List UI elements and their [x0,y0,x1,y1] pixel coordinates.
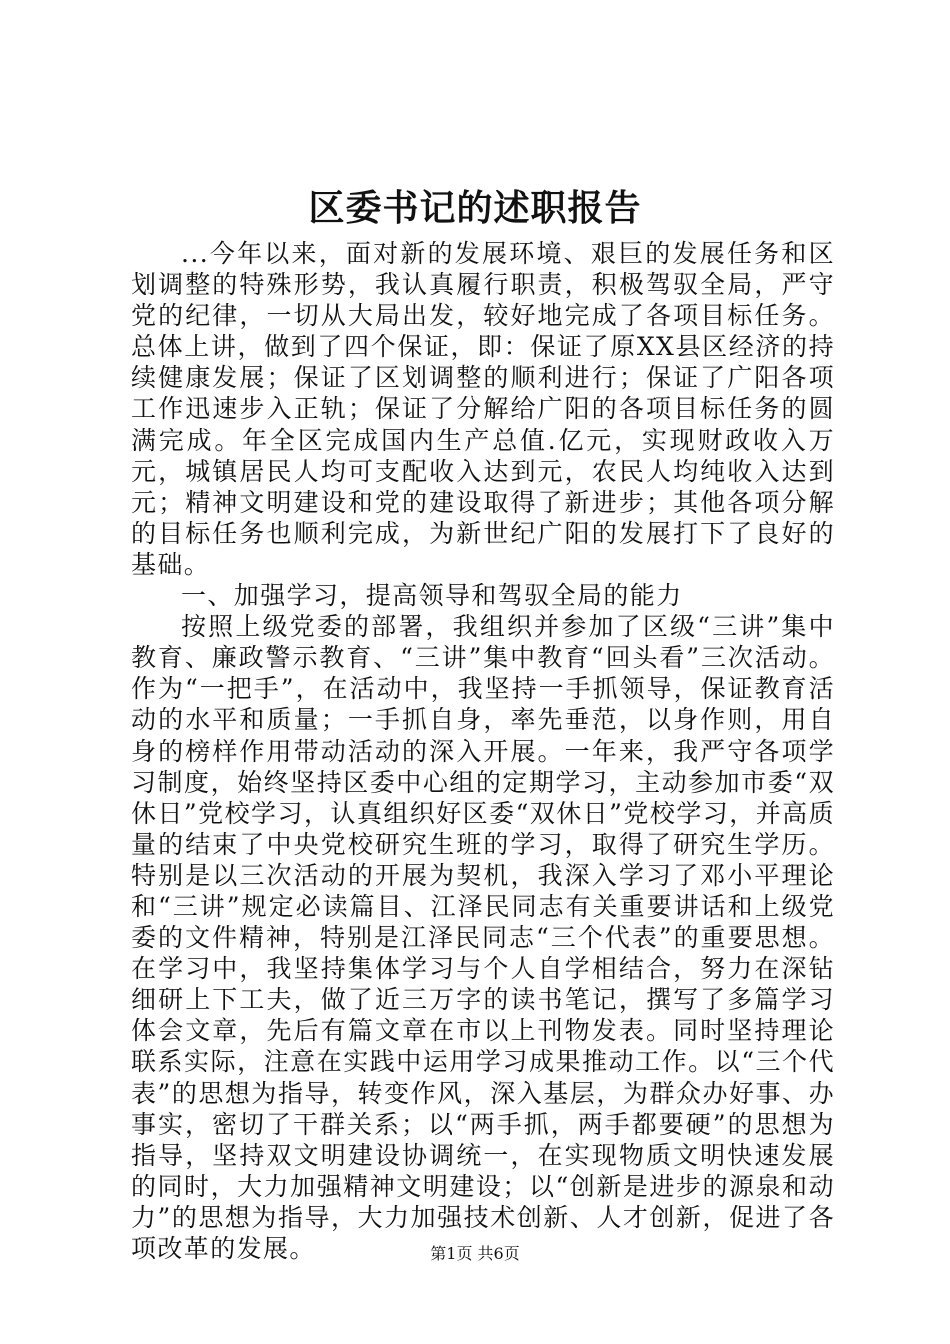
section-heading: 一、加强学习，提高领导和驾驭全局的能力 [181,581,683,611]
page-footer: 第1页 共6页 [430,1244,520,1263]
section-paragraph: 按照上级党委的部署，我组织并参加了区级“三讲”集中教育、廉政警示教育、“三讲”集中教育“回头看”三次活动。作为“一把手”，在活动中，我坚持一手抓领导，保证教育活动的水平和质量；一手抓自身，率先垂范，以身作则，用自身的榜样作用带动活动的深入开展。一年来，我严守各项学习制度，始终坚持区委中心组的定期学习，主动参加市委“双休日”党校学习，认真组织好区委“双休日”党校学习，并高质量的结束了中央党校研究生班的学习，取得了研究生学历。特别是以三次活动的开展为契机，我深入学习了邓小平理论和“三讲”规定必读篇目、江泽民同志有关重要讲话和上级党委的文件精神，特别是江泽民同志“三个代表”的重要思想。在学习中，我坚持集体学习与个人自学相结合，努力在深钻细研上下工夫，做了近三万字的读书笔记，撰写了多篇学习体会文章，先后有篇文章在市以上刊物发表。同时坚持理论联系实际，注意在实践中运用学习成果推动工作。以“三个代表”的思想为指导，转变作风，深入基层，为群众办好事、办事实，密切了干群关系；以“两手抓，两手都要硬”的思想为指导，坚持双文明建设协调统一，在实现物质文明快速发展的同时，大力加强精神文明建设；以“创新是进步的源泉和动力”的思想为指导，大力加强技术创新、人才创新，促进了各项改革的发展。 [131,612,835,1263]
intro-paragraph: ...今年以来，面对新的发展环境、艰巨的发展任务和区划调整的特殊形势，我认真履行职责，积极驾驭全局，严守党的纪律，一切从大局出发，较好地完成了各项目标任务。总体上讲，做到了四个保证，即：保证了原XX县区经济的持续健康发展；保证了区划调整的顺利进行；保证了广阳各项工作迅速步入正轨；保证了分解给广阳的各项目标任务的圆满完成。年全区完成国内生产总值.亿元，实现财政收入万元，城镇居民人均可支配收入达到元，农民人均纯收入达到元；精神文明建设和党的建设取得了新进步；其他各项分解的目标任务也顺利完成，为新世纪广阳的发展打下了良好的基础。 [131,239,835,579]
document-body [131,238,835,1264]
document-title: 区委书记的述职报告 [308,187,642,229]
